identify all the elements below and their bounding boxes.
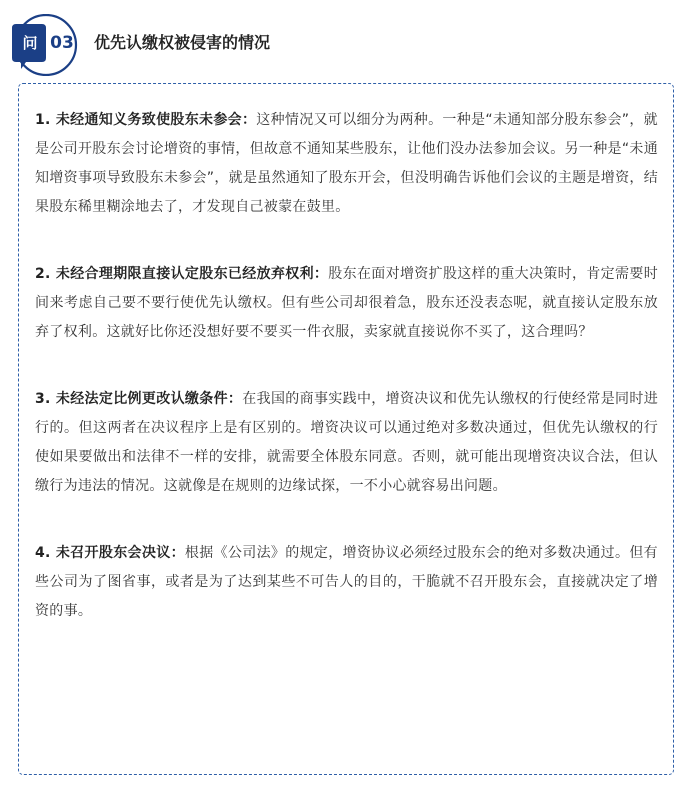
item-heading: 1. 未经通知义务致使股东未参会： (35, 112, 257, 128)
question-badge-label: 问 (22, 34, 38, 52)
content-box (18, 83, 674, 775)
list-item (35, 260, 658, 347)
list-item (35, 539, 658, 626)
item-heading: 2. 未经合理期限直接认定股东已经放弃权利： (35, 266, 329, 282)
item-body: 这种情况又可以细分为两种。一种是“未通知部分股东参会”，就是公司开股东会讨论增资的事情，但故意不通知某些股东，让他们没办法参加会议。另一种是“未通知增资事项导致股东未参会”，就是虽然通知了股东开会，但没明确告诉他们会议的主题是增资，结果股东稀里糊涂地去了，才发现自己被蒙在鼓里。 (35, 112, 658, 215)
item-body: 在我国的商事实践中，增资决议和优先认缴权的行使经常是同时进行的。但这两者在决议程序上是有区别的。增资决议可以通过绝对多数决通过，但优先认缴权的行使如果要做出和法律不一样的安排，就需要全体股东同意。否则，就可能出现增资决议合法，但认缴行为违法的情况。这就像是在规则的边缘试探，一不小心就容易出问题。 (35, 391, 659, 494)
section-number: 03 (50, 33, 74, 53)
section-title: 优先认缴权被侵害的情况 (94, 33, 271, 52)
item-heading: 3. 未经法定比例更改认缴条件： (35, 391, 243, 407)
list-item (35, 106, 658, 222)
item-heading: 4. 未召开股东会决议： (35, 545, 185, 561)
item-body: 股东在面对增资扩股这样的重大决策时，肯定需要时间来考虑自己要不要行使优先认缴权。但有些公司却很着急，股东还没表态呢，就直接认定股东放弃了权利。这就好比你还没想好要不要买一件衣服，卖家就直接说你不买了，这合理吗？ (35, 266, 658, 340)
section-header (10, 14, 410, 76)
item-body: 根据《公司法》的规定，增资协议必须经过股东会的绝对多数决通过。但有些公司为了图省事，或者是为了达到某些不可告人的目的，干脆就不召开股东会，直接就决定了增资的事。 (35, 545, 658, 619)
list-item (35, 385, 658, 501)
